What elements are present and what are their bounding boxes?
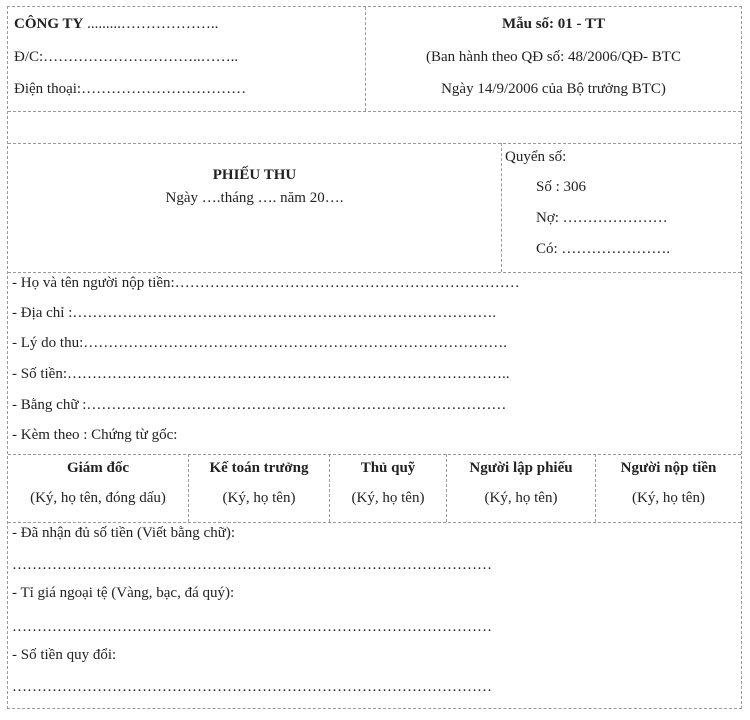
field-amount-words: - Bằng chữ :………………………………………………………………………… [12,397,507,413]
exchange-rate-label: - Tỉ giá ngoại tệ (Vàng, bạc, đá quý): [12,585,235,601]
credit-account: Có: …………………. [536,241,671,257]
field-attachments: - Kèm theo : Chứng từ gốc: [12,427,178,443]
signature-note: (Ký, họ tên) [351,490,425,506]
signature-role: Người lập phiếu [469,460,573,476]
divider-line [8,143,741,144]
converted-amount-dots: …………………………………………………………………………………… [12,679,492,695]
debit-account: Nợ: ………………… [536,210,668,226]
divider-line [8,454,741,455]
company-phone: Điện thoại:…………………………… [14,81,247,97]
book-number: Quyển số: [505,149,567,165]
converted-amount-label: - Số tiền quy đổi: [12,647,117,663]
signature-role: Kế toán trưởng [209,460,309,476]
received-amount-label: - Đã nhận đủ số tiền (Viết bằng chữ): [12,525,236,541]
signature-note: (Ký, họ tên) [484,490,558,506]
divider-line [8,522,741,523]
field-payer-name: - Họ và tên người nộp tiền:…………………………………………………………… [12,275,520,291]
signature-note: (Ký, họ tên) [222,490,296,506]
page-title: PHIẾU THU [212,167,297,183]
signature-role: Người nộp tiền [620,460,717,476]
receipt-number: Số : 306 [536,179,587,195]
issued-date: Ngày 14/9/2006 của Bộ trưởng BTC) [441,81,666,97]
field-amount: - Số tiền:…………………………………………………………………………….. [12,366,510,382]
signature-role: Thủ quỹ [360,460,416,476]
field-reason: - Lý do thu:…………………………………………………………………………. [12,335,507,351]
receipt-form [7,6,742,709]
signature-role: Giám đốc [66,460,130,476]
company-line [14,16,218,33]
issued-by: (Ban hành theo QĐ số: 48/2006/QĐ- BTC [426,49,681,65]
date-line: Ngày ….tháng …. năm 20…. [165,190,344,206]
company-label: CÔNG TY [14,16,84,32]
signature-note: (Ký, họ tên) [632,490,705,506]
company-dots: .........……………….. [87,16,219,32]
title-divider [501,143,502,272]
company-address: Đ/C:…………………………..…….. [14,49,239,65]
field-address: - Địa chỉ :…………………………………………………………………………. [12,305,497,321]
divider-line [8,272,741,273]
received-amount-dots: …………………………………………………………………………………… [12,557,492,573]
divider-line [8,111,741,112]
form-number: Mẫu số: 01 - TT [501,16,606,32]
exchange-rate-dots: …………………………………………………………………………………… [12,619,492,635]
signature-note: (Ký, họ tên, đóng dấu) [30,490,166,506]
